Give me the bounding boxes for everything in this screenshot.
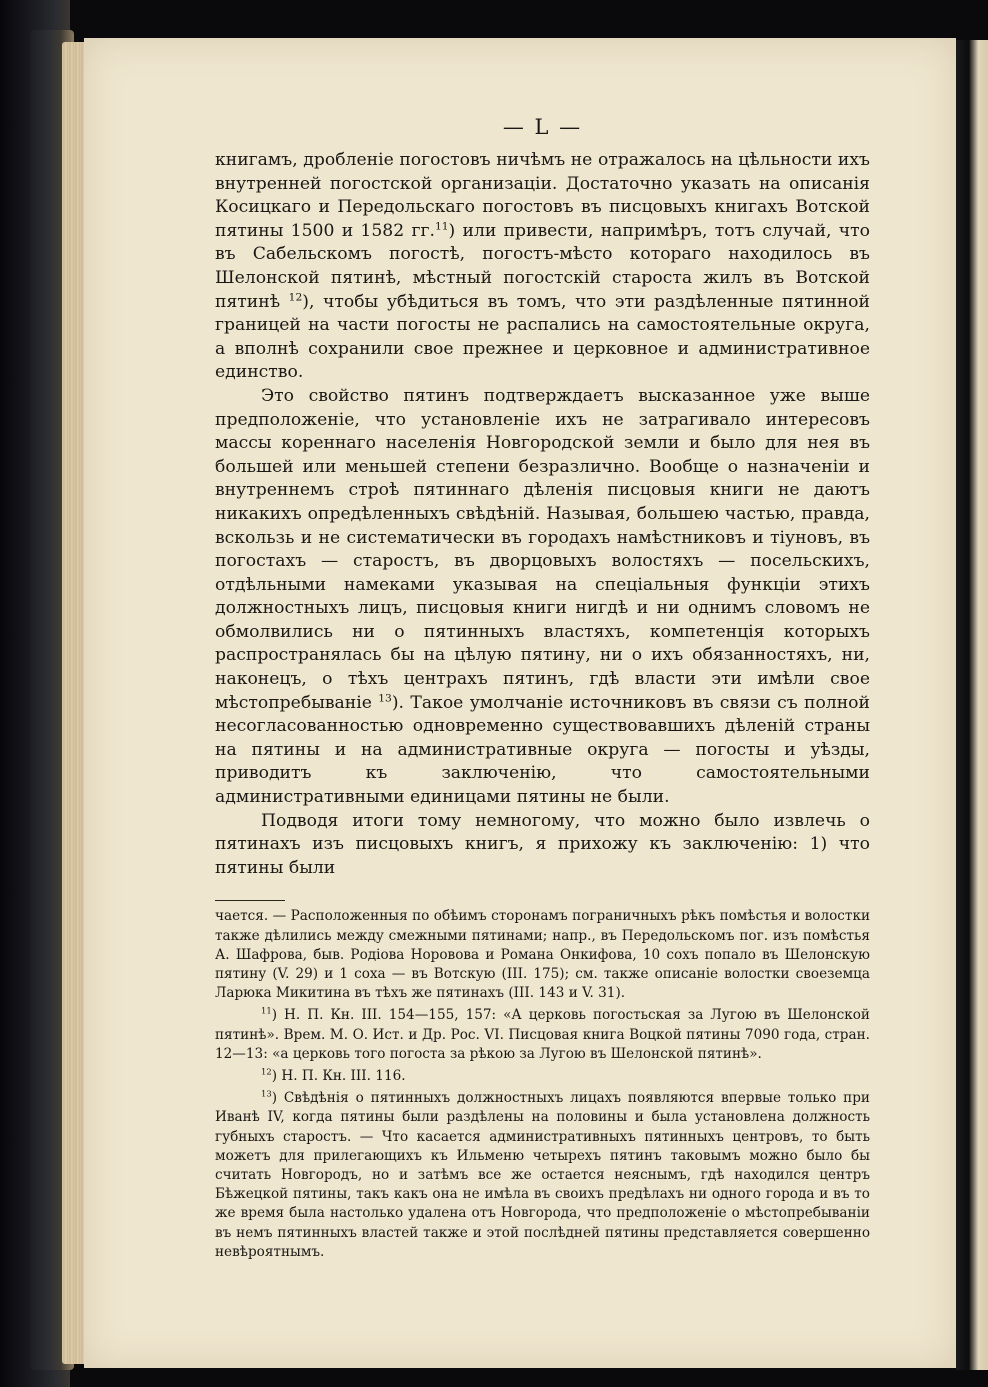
text-segment: ). Такое умолчаніе источниковъ въ связи съ полной несогласованностью одновременно существовавшихъ дѣленій страны на пятины и на административные округа — погосты и уѣзды, приводитъ къ заключенію, что самостоятельными административными единицами пятины не были. xyxy=(215,692,870,808)
footnote-continuation: чается. — Расположенныя по обѣимъ сторонамъ пограничныхъ рѣкъ помѣстья и волостки также дѣлились между смежными пятинами; напр., въ Передольскомъ пог. изъ помѣстья А. Шафрова, быв. Родіова Норовова и Романа Онкифова, 10 сохъ попало въ Шелонскую пятину (V. 29) и 1 соха — въ Вотскую (III. 175); см. также описаніе волостки своеземца Ларюка Микитина въ тѣхъ же пятинахъ (III. 143 и V. 31). xyxy=(215,908,870,1002)
footnote-11 xyxy=(215,1006,870,1064)
footnote-12 xyxy=(215,1067,870,1086)
footnote-number: 12 xyxy=(261,1066,272,1077)
footnote-number: 13 xyxy=(261,1088,272,1099)
paragraph-2 xyxy=(215,385,870,810)
footnote-divider xyxy=(215,900,285,901)
paragraph-3 xyxy=(215,810,870,881)
footnote-ref-12: 12 xyxy=(288,289,303,303)
text-segment: Это свойство пятинъ подтверждаетъ высказанное уже выше предположеніе, что установленіе ихъ не затрагивало интересовъ массы кореннаго населенія Новгородской земли и было для нея въ большей или меньшей степени безразлично. Вообще о назначеніи и внутреннемъ строѣ пятиннаго дѣленія писцовыя книги не даютъ никакихъ опредѣленныхъ свѣдѣній. Называя, большею частью, правда, вскользь и не систематически въ городахъ намѣстниковъ и тіуновъ, въ погостахъ — старостъ, въ дворцовыхъ волостяхъ — посельскихъ, отдѣльными намеками указывая на спеціальныя функціи этихъ должностныхъ лицъ, писцовыя книги нигдѣ и ни однимъ словомъ не обмолвились ни о пятинныхъ властяхъ, компетенція которыхъ распространялась бы на цѣлую пятину, ни о ихъ обязанностяхъ, ни, наконецъ, о тѣхъ центрахъ пятинъ, гдѣ власти эти имѣли свое мѣстопребываніе xyxy=(215,385,870,713)
footnote-text: ) Н. П. Кн. III. 116. xyxy=(271,1068,406,1085)
footnotes xyxy=(215,907,870,1262)
text-segment: Подводя итоги тому немногому, что можно было извлечь о пятинахъ изъ писцовыхъ книгъ, я прихожу къ заключенію: 1) что пятины были xyxy=(215,810,870,878)
text-segment: ) или привести, напримѣръ, тотъ случай, что въ Сабельскомъ погостѣ, погостъ-мѣсто котораго находилось въ Шелонской пятинѣ, мѣстный погостскій староста жилъ въ Вотской пятинѣ xyxy=(215,220,870,312)
footnote-number: 11 xyxy=(261,1005,272,1016)
facing-page-edge xyxy=(956,40,988,1370)
footnote-ref-13: 13 xyxy=(378,690,392,704)
page-number: — L — xyxy=(502,115,583,139)
page-text-area xyxy=(215,115,870,1262)
text-segment: книгамъ, дробленіе погостовъ ничѣмъ не отражалось на цѣльности ихъ внутренней погостской организаціи. Достаточно указать на описанія Косицкаго и Передольскаго погостовъ въ писцовыхъ книгахъ Вотской пятины 1500 и 1582 гг. xyxy=(215,150,870,241)
footnote-ref-11: 11 xyxy=(434,219,449,233)
footnote-text: ) Н. П. Кн. III. 154—155, 157: «А церковь погостьская за Лугою въ Шелонской пятинѣ». Врем. М. О. Ист. и Др. Рос. VI. Писцовая книга Воцкой пятины 7090 года, стран. 12—13: «а церковь того погоста за рѣкою за Лугою въ Шелонской пятинѣ». xyxy=(215,1007,870,1062)
paragraph-1 xyxy=(215,149,870,385)
footnote-13 xyxy=(215,1089,870,1262)
main-text xyxy=(215,149,870,880)
text-segment: ), чтобы убѣдиться въ томъ, что эти раздѣленные пятинной границей на части погосты не распались на самостоятельные округа, а вполнѣ сохранили свое прежнее и церковное и административное единство. xyxy=(215,291,870,383)
footnote-text: ) Свѣдѣнія о пятинныхъ должностныхъ лицахъ появляются впервые только при Иванѣ IV, когда пятины были раздѣлены на половины и была установлена должность губныхъ старостъ. — Что касается административныхъ пятинныхъ центровъ, то быть можетъ для прилегающихъ къ Ильменю четырехъ пятинъ таковымъ можно было бы считать Новгородъ, но и затѣмъ все же остается неяснымъ, гдѣ находился центръ Бѣжецкой пятины, такъ какъ она не имѣла въ своихъ предѣлахъ ни одного города и въ то же время была настолько удалена отъ Новгорода, что предположеніе о мѣстопребываніи въ немъ пятинныхъ властей также и этой послѣдней пятины представляется совершенно невѣроятнымъ. xyxy=(215,1090,870,1260)
